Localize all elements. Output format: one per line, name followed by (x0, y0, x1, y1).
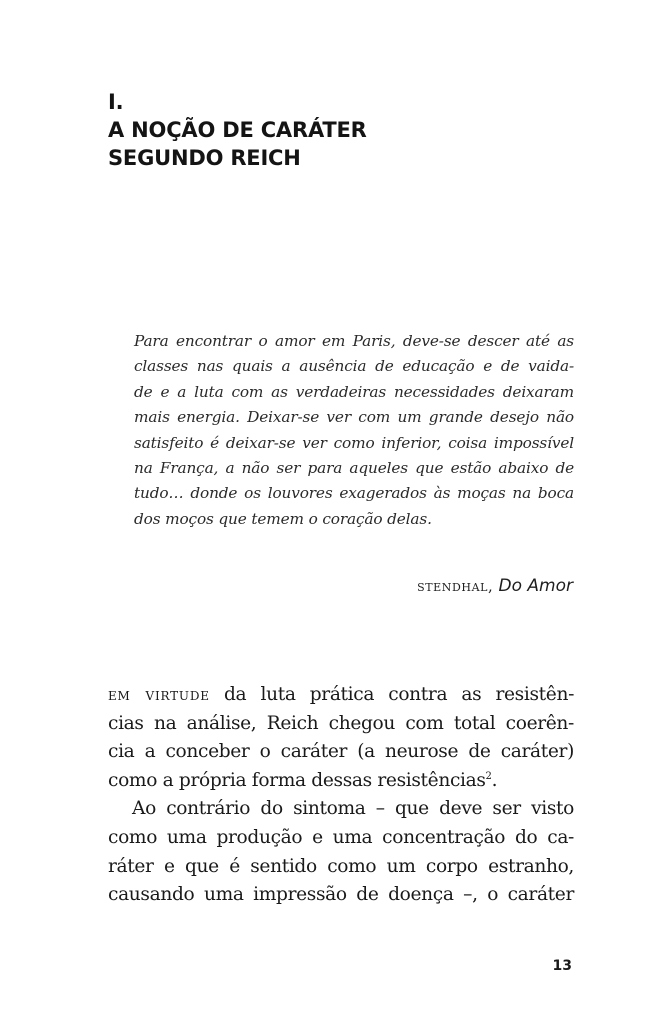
epigraph-work-title: Do Amor (498, 576, 573, 596)
epigraph-line: satisfeito é deixar-se ver como inferior, coisa impossível (134, 433, 574, 452)
chapter-title-line-2: SEGUNDO REICH (108, 146, 301, 170)
body-line: cia a conceber o caráter (a neurose de caráter) (108, 741, 574, 763)
lead-smallcaps: em virtude (108, 685, 210, 705)
epigraph-attribution (417, 575, 573, 597)
body-line: cias na análise, Reich chegou com total coerên- (108, 712, 574, 734)
body-line: como uma produção e uma concentração do ca- (108, 826, 574, 848)
epigraph-author: stendhal, (417, 577, 494, 595)
body-text (108, 681, 574, 910)
epigraph (134, 329, 574, 532)
epigraph-line: mais energia. Deixar-se ver com um grande desejo não (134, 408, 574, 427)
footnote-ref[interactable]: 2 (485, 770, 492, 782)
chapter-heading (108, 88, 367, 172)
body-line-text: como a própria forma dessas resistências (108, 769, 486, 791)
page-number: 13 (552, 958, 572, 974)
body-line (108, 767, 574, 796)
body-line: Ao contrário do sintoma – que deve ser visto (132, 798, 574, 820)
epigraph-line: de e a luta com as verdadeiras necessidades deixaram (134, 382, 574, 401)
epigraph-line: tudo… donde os louvores exagerados às moças na boca (134, 484, 574, 503)
epigraph-line: dos moços que temem o coração delas. (134, 509, 432, 528)
body-line (108, 681, 574, 710)
body-line: ráter e que é sentido como um corpo estranho, (108, 855, 574, 877)
body-line: causando uma impressão de doença –, o caráter (108, 884, 574, 906)
chapter-title-line-1: A NOÇÃO DE CARÁTER (108, 118, 367, 142)
body-line-text: da luta prática contra as resistên- (209, 684, 574, 705)
epigraph-line: na França, a não ser para aqueles que estão abaixo de (134, 459, 574, 478)
epigraph-line: Para encontrar o amor em Paris, deve-se descer até as (134, 332, 574, 350)
body-line-text: . (491, 769, 498, 791)
epigraph-line: classes nas quais a ausência de educação e de vaida- (134, 357, 574, 376)
chapter-number: I. (108, 90, 124, 114)
